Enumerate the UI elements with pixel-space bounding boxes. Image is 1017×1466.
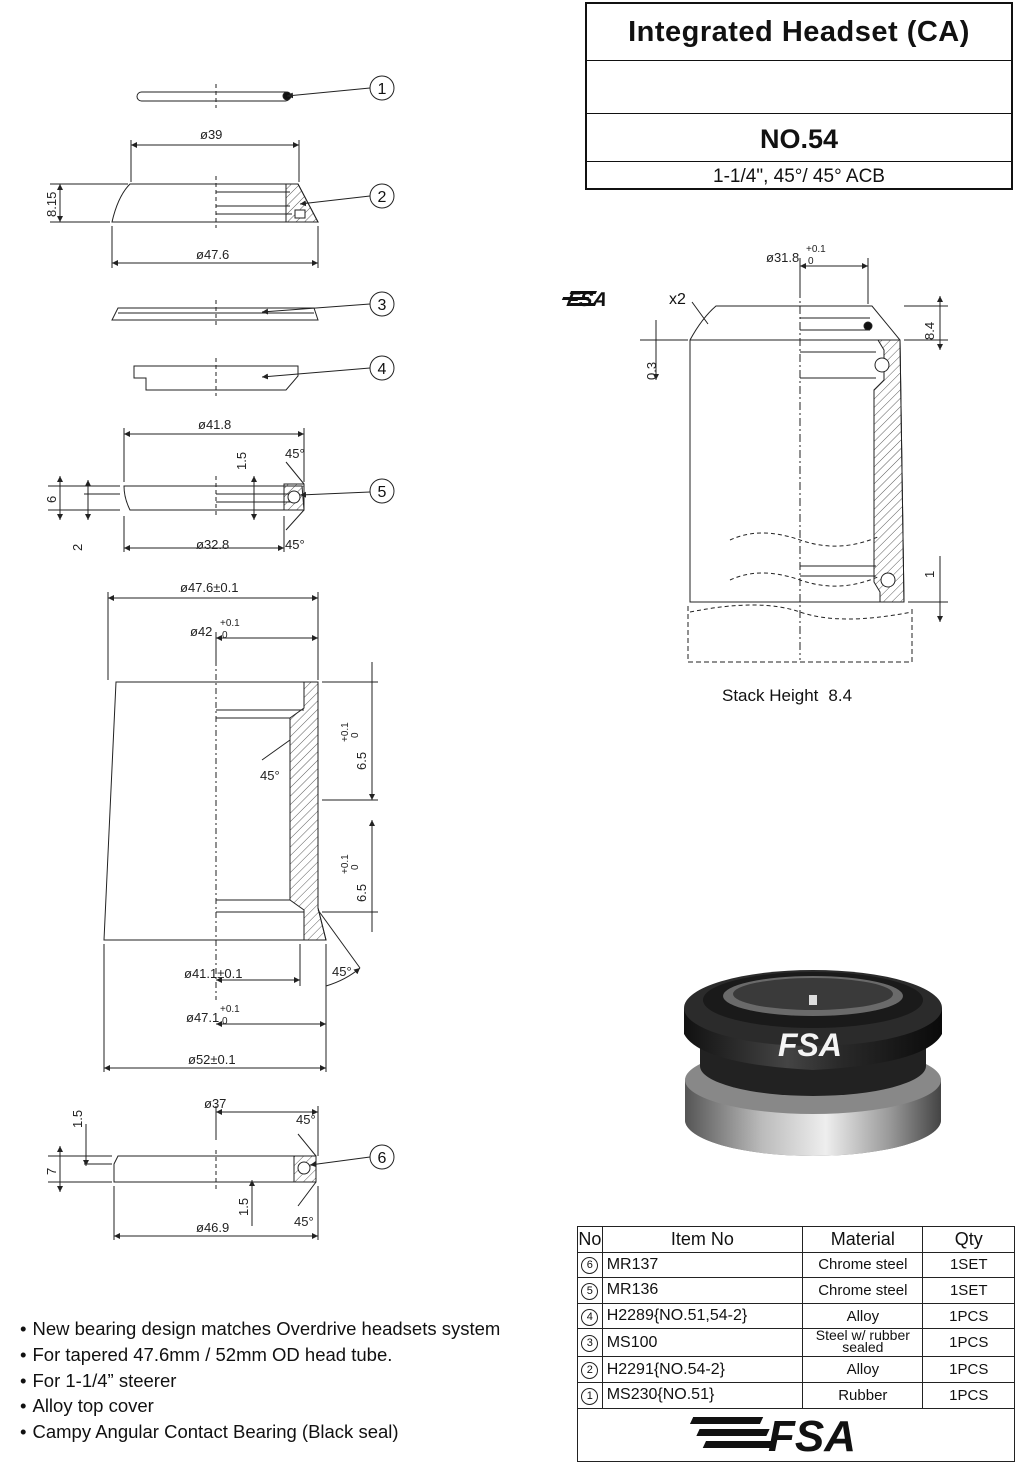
dim-d469: ø46.9 xyxy=(196,1220,230,1235)
part-6-bottom-bearing xyxy=(48,1106,318,1240)
dim-d318-upper: +0.1 xyxy=(806,244,826,255)
callout-5: 5 xyxy=(377,484,387,501)
dim-d37: ø37 xyxy=(204,1096,227,1111)
fsa-logo-small-text: FSA xyxy=(565,289,610,311)
callout-3: 3 xyxy=(377,297,387,314)
item-no: MS100 xyxy=(602,1329,802,1357)
list-item: • Campy Angular Contact Bearing (Black seal) xyxy=(20,1419,500,1445)
row-number: 5 xyxy=(581,1283,598,1300)
row-number: 1 xyxy=(581,1388,598,1405)
part-4-compression-ring xyxy=(134,358,298,396)
col-header-no: No xyxy=(578,1227,603,1253)
dim-h7: 7 xyxy=(44,1167,59,1175)
callout-1: 1 xyxy=(377,81,387,98)
dim-h65-top-upper: +0.1 xyxy=(340,722,351,742)
row-number: 2 xyxy=(581,1362,598,1379)
dim-a45-tube-b: 45° xyxy=(332,964,352,979)
dim-d318-lower: 0 xyxy=(808,256,814,267)
material: Steel w/ rubber sealed xyxy=(815,1327,910,1356)
logo-multiplier: x2 xyxy=(669,291,686,308)
item-no: MS230{NO.51} xyxy=(602,1382,802,1408)
fsa-logo-large xyxy=(656,1411,936,1455)
table-row xyxy=(578,1252,1015,1278)
dim-h65-top: 6.5 xyxy=(354,751,369,770)
page-title: Integrated Headset (CA) xyxy=(587,4,1011,61)
dim-d471: ø47.1 xyxy=(186,1010,220,1025)
product-photo-logo-text: FSA xyxy=(778,1027,842,1063)
dim-h15-b6a: 1.5 xyxy=(70,1109,85,1128)
part-1-rubber-ring xyxy=(137,84,291,108)
qty: 1SET xyxy=(923,1278,1015,1304)
stack-height xyxy=(722,686,862,706)
dim-a45-tube: 45° xyxy=(260,768,280,783)
row-number: 4 xyxy=(581,1309,598,1326)
item-no: H2291{NO.54-2} xyxy=(602,1357,802,1383)
callout-4: 4 xyxy=(377,361,387,378)
col-header-material: Material xyxy=(803,1227,923,1253)
dim-h84: 8.4 xyxy=(922,321,937,340)
dim-a45-5b: 45° xyxy=(285,537,305,552)
dim-d318: ø31.8 xyxy=(766,250,800,265)
item-no: MR137 xyxy=(602,1252,802,1278)
dim-d411: ø41.1±0.1 xyxy=(184,966,243,981)
title-block-blank-row xyxy=(587,61,1011,114)
stack-height-value: 8.4 xyxy=(828,686,853,705)
list-item: • New bearing design matches Overdrive headsets system xyxy=(20,1316,500,1342)
dim-h65-bot-lower: 0 xyxy=(350,864,361,870)
table-row xyxy=(578,1303,1015,1329)
callout-6: 6 xyxy=(377,1150,387,1167)
dim-d471-upper: +0.1 xyxy=(220,1004,240,1015)
model-number: NO.54 xyxy=(587,114,1011,162)
dim-h65-bot: 6.5 xyxy=(354,883,369,902)
dim-h15-b6b: 1.5 xyxy=(236,1197,251,1216)
qty: 1PCS xyxy=(923,1303,1015,1329)
title-block xyxy=(585,2,1013,190)
list-item: • For 1-1/4” steerer xyxy=(20,1368,500,1394)
fsa-logo-large-text: FSA xyxy=(768,1411,856,1455)
table-row xyxy=(578,1278,1015,1304)
list-item: • For tapered 47.6mm / 52mm OD head tube. xyxy=(20,1342,500,1368)
material: Alloy xyxy=(803,1357,923,1383)
material: Chrome steel xyxy=(803,1278,923,1304)
table-logo-row xyxy=(578,1408,1015,1461)
qty: 1PCS xyxy=(923,1357,1015,1383)
dim-d476: ø47.6 xyxy=(196,247,230,262)
product-photo xyxy=(684,970,942,1156)
item-no: MR136 xyxy=(602,1278,802,1304)
fsa-logo-small xyxy=(559,289,686,311)
stack-height-label: Stack Height xyxy=(722,686,819,705)
dim-d42-upper: +0.1 xyxy=(220,618,240,629)
dim-a45-6a: 45° xyxy=(296,1112,316,1127)
row-number: 3 xyxy=(581,1335,598,1352)
item-no: H2289{NO.51,54-2} xyxy=(602,1303,802,1329)
dim-d476tol: ø47.6±0.1 xyxy=(180,580,239,595)
dim-h65-bot-upper: +0.1 xyxy=(340,854,351,874)
table-row xyxy=(578,1357,1015,1383)
parts-table-header xyxy=(578,1227,1015,1253)
dim-d418: ø41.8 xyxy=(198,417,232,432)
dim-h03: 0.3 xyxy=(644,361,659,380)
qty: 1PCS xyxy=(923,1382,1015,1408)
dim-a45-5a: 45° xyxy=(285,446,305,461)
dim-h815: 8.15 xyxy=(44,191,59,217)
feature-list xyxy=(20,1316,500,1445)
qty: 1SET xyxy=(923,1252,1015,1278)
dim-h65-top-lower: 0 xyxy=(350,732,361,738)
callout-2: 2 xyxy=(377,189,387,206)
dim-d328: ø32.8 xyxy=(196,537,230,552)
dim-h2: 2 xyxy=(70,543,85,551)
material: Alloy xyxy=(803,1303,923,1329)
table-row xyxy=(578,1382,1015,1408)
col-header-item: Item No xyxy=(602,1227,802,1253)
dim-h1: 1 xyxy=(922,570,937,578)
list-item: • Alloy top cover xyxy=(20,1393,500,1419)
col-header-qty: Qty xyxy=(923,1227,1015,1253)
dim-d39: ø39 xyxy=(200,127,223,142)
dim-d42: ø42 xyxy=(190,624,213,639)
material: Rubber xyxy=(803,1382,923,1408)
dim-d471-lower: 0 xyxy=(222,1016,228,1027)
dim-h6: 6 xyxy=(44,495,59,503)
part-5-top-bearing xyxy=(48,428,304,552)
material: Chrome steel xyxy=(803,1252,923,1278)
dim-d52: ø52±0.1 xyxy=(188,1052,236,1067)
dim-a45-6b: 45° xyxy=(294,1214,314,1229)
head-tube-section xyxy=(104,592,378,1072)
assembly-section xyxy=(640,258,948,662)
callout-circles xyxy=(370,76,394,1169)
dim-h15-top: 1.5 xyxy=(234,451,249,470)
part-2-top-cover xyxy=(50,140,318,268)
table-row xyxy=(578,1329,1015,1357)
dim-d42-lower: 0 xyxy=(222,630,228,641)
qty: 1PCS xyxy=(923,1329,1015,1357)
parts-table xyxy=(577,1226,1015,1462)
spec-line: 1-1/4", 45°/ 45° ACB xyxy=(713,166,885,187)
row-number: 6 xyxy=(581,1257,598,1274)
part-3-seal xyxy=(112,300,318,326)
